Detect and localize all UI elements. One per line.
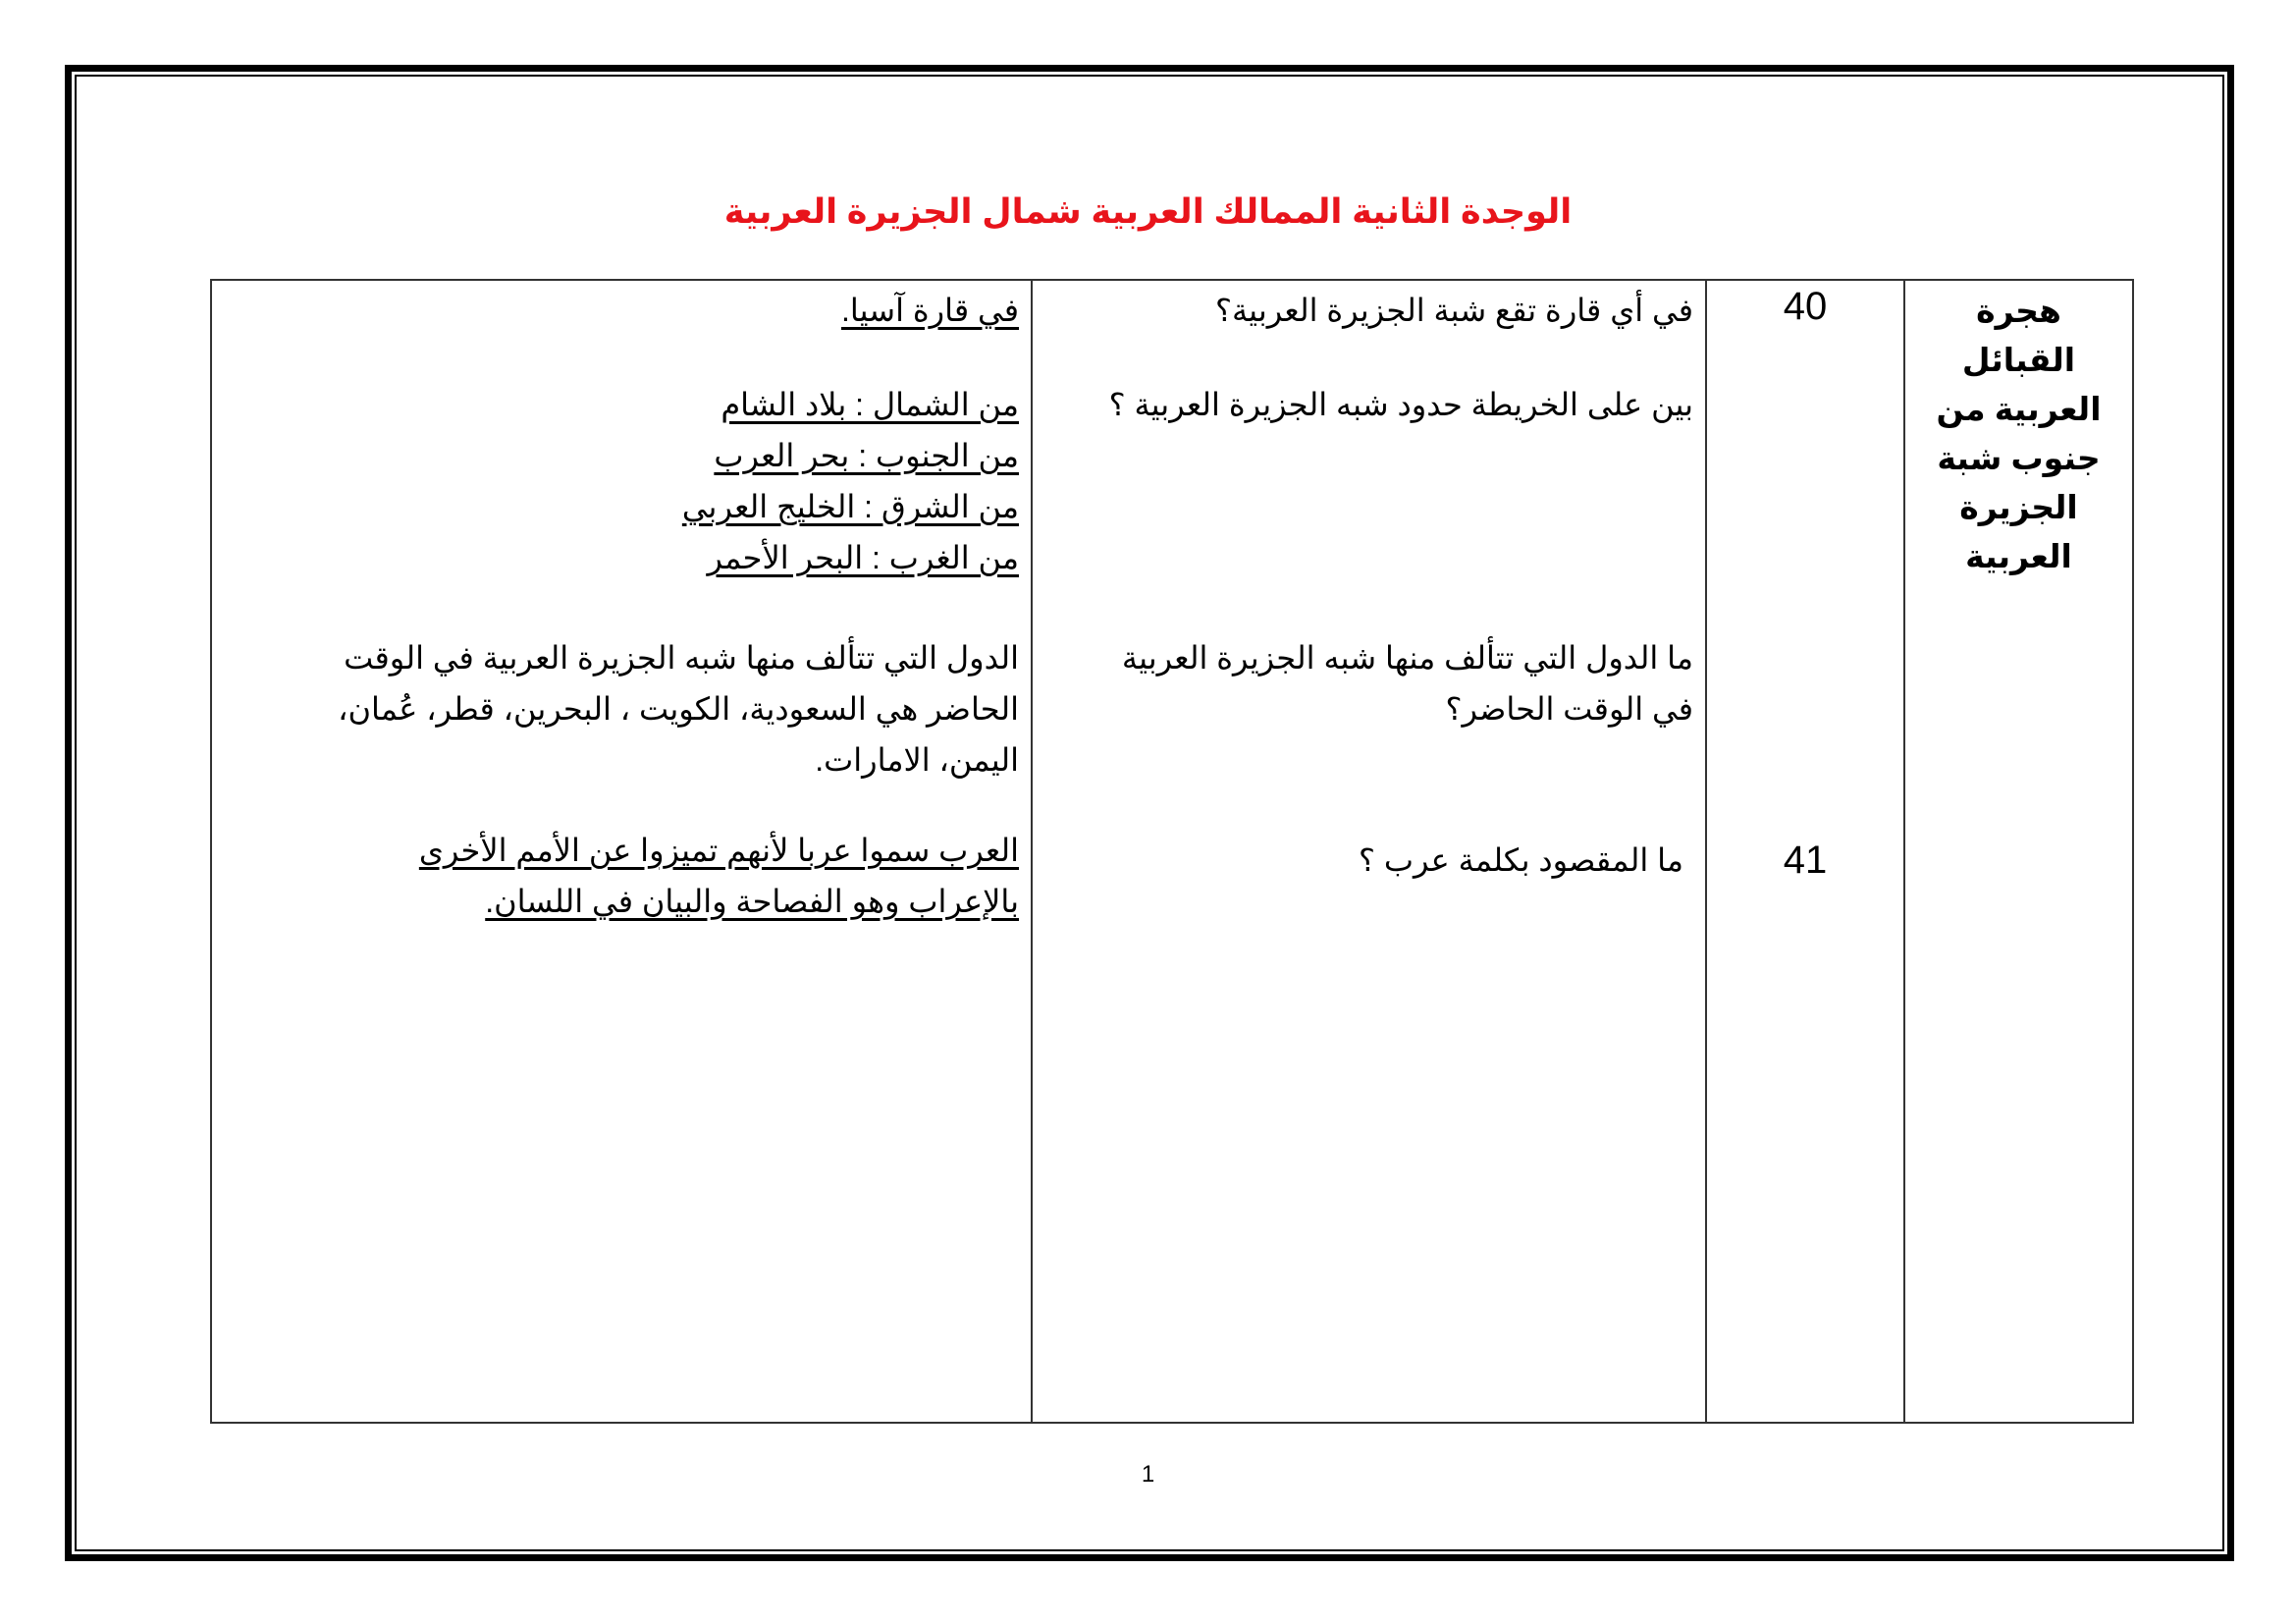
topic-line: العربية من xyxy=(1936,391,2102,427)
answer-continent xyxy=(841,285,1019,336)
answer-line: العرب سموا عربا لأنهم تميزوا عن الأمم الأخرى xyxy=(418,833,1019,868)
answer-line: الدول التي تتألف منها شبه الجزيرة العربية في الوقت xyxy=(344,640,1019,676)
answer-line: في قارة آسيا. xyxy=(840,293,1019,328)
topic-line: جنوب شبة xyxy=(1937,440,2101,476)
answer-countries xyxy=(338,632,1019,785)
topic-cell xyxy=(1904,280,2133,1423)
answer-arabs xyxy=(419,825,1019,927)
border-east: من الشرق : الخليج العربي xyxy=(681,489,1019,524)
question-line: ما الدول التي تتألف منها شبه الجزيرة العربية xyxy=(1121,640,1693,676)
topic-line: العربية xyxy=(1965,538,2072,574)
number-cell xyxy=(1706,280,1904,1423)
topic-line: الجزيرة xyxy=(1959,489,2078,525)
topic-line: هجرة القبائل xyxy=(1961,293,2076,378)
question-arabs: ما المقصود بكلمة عرب ؟ xyxy=(1359,842,1683,878)
lesson-number: 40 xyxy=(1783,285,1828,328)
answer-borders xyxy=(682,379,1019,583)
lesson-number: 41 xyxy=(1783,839,1828,882)
questions-cell xyxy=(1032,280,1706,1423)
page-number: 1 xyxy=(1141,1461,1155,1488)
question-borders: بين على الخريطة حدود شبه الجزيرة العربية ؟ xyxy=(1108,387,1693,422)
answer-line: بالإعراب وهو الفصاحة والبيان في اللسان. xyxy=(485,884,1019,919)
question-continent: في أي قارة تقع شبة الجزيرة العربية؟ xyxy=(1215,293,1693,328)
question-countries xyxy=(1122,632,1693,734)
border-south: من الجنوب : بحر العرب xyxy=(714,438,1019,473)
answer-line: الحاضر هي السعودية، الكويت ، البحرين، قطر، عُمان، xyxy=(338,691,1019,727)
border-west: من الغرب : البحر الأحمر xyxy=(707,540,1019,575)
answer-line: اليمن، الامارات. xyxy=(815,742,1019,778)
answers-cell xyxy=(211,280,1032,1423)
table-row xyxy=(211,280,2133,1423)
lesson-table xyxy=(210,279,2134,1424)
question-line: في الوقت الحاضر؟ xyxy=(1445,691,1693,727)
border-north: من الشمال : بلاد الشام xyxy=(721,387,1019,422)
document-title: الوجدة الثانية الممالك العربية شمال الجزيرة العربية xyxy=(723,192,1573,231)
topic-title xyxy=(1905,281,2132,581)
